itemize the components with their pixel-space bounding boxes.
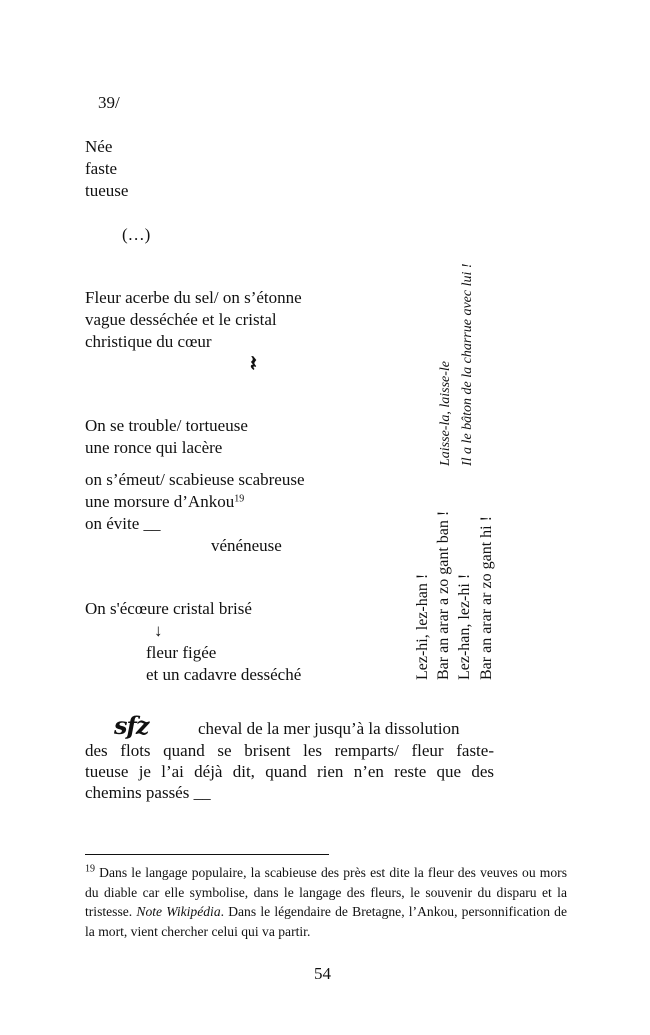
footnote-number: 19 [85,863,95,875]
vertical-breton-line: Bar an arar a zo gant ban ! [435,510,452,680]
prose-line: des flots quand se brisent les remparts/ fleur faste- [85,741,494,760]
stanza1-line: vague desséchée et le cristal [85,310,277,329]
stanza1-line: Fleur acerbe du sel/ on s’étonne [85,288,302,307]
stanza3-line: on s’émeut/ scabieuse scabreuse [85,470,305,489]
vertical-italic-line: Il a le bâton de la charrue avec lui ! [460,263,475,466]
stanza1-line: christique du cœur [85,332,212,351]
footnote-text: . Dans le légendaire de Bretagne, l’Ankou, personnification de la mort, vient chercher celui qui va partir. [85,904,568,939]
footnote-source: Note Wikipédia [136,904,221,919]
stanza2-line: On se trouble/ tortueuse [85,416,248,435]
stanza4-line: et un cadavre desséché [146,665,302,684]
footnote-divider [85,854,329,855]
sfz-dynamic-marking: sfz [114,711,149,740]
vertical-breton-line: Lez-hi, lez-han ! [414,573,431,680]
prose-line: tueuse je l’ai déjà dit, quand rien n’en reste que des [85,762,494,781]
stanza-title-line: tueuse [85,181,129,200]
prose-first-line: cheval de la mer jusqu’à la dissolution [198,719,460,738]
down-arrow-icon: ↓ [154,621,163,640]
footnote [85,863,567,941]
prose-paragraph [85,740,494,803]
stanza3-line [85,491,244,512]
stanza4-line: fleur figée [146,643,217,662]
page-header: 39/ [98,93,120,112]
quarter-rest-icon: 𝄽 [250,352,257,377]
stanza2-line: une ronce qui lacère [85,438,223,457]
stanza-title-line: faste [85,159,118,178]
footnote-text: Dans le langage populaire, la scabieuse des près est dite la fleur des veuves ou mors du diable car elle symbolise, dans le langage des fleurs, le souvenir du disparu et la tristesse. [85,865,567,919]
page-number: 54 [314,964,331,983]
vertical-breton-line: Lez-han, lez-hi ! [456,573,473,680]
prose-line: chemins passés __ [85,783,211,802]
stanza3-line: vénéneuse [211,536,282,555]
vertical-breton-line: Bar an arar ar zo gant hi ! [478,516,495,680]
footnote-ref: 19 [234,493,245,505]
stanza4-line: On s'écœure cristal brisé [85,599,252,618]
vertical-italic-line: Laisse-la, laisse-le [438,361,453,466]
stanza-title-line: Née [85,137,113,156]
ellipsis: (…) [122,225,151,244]
stanza3-line-text: une morsure d’Ankou [85,492,235,511]
stanza3-line: on évite __ [85,514,161,533]
